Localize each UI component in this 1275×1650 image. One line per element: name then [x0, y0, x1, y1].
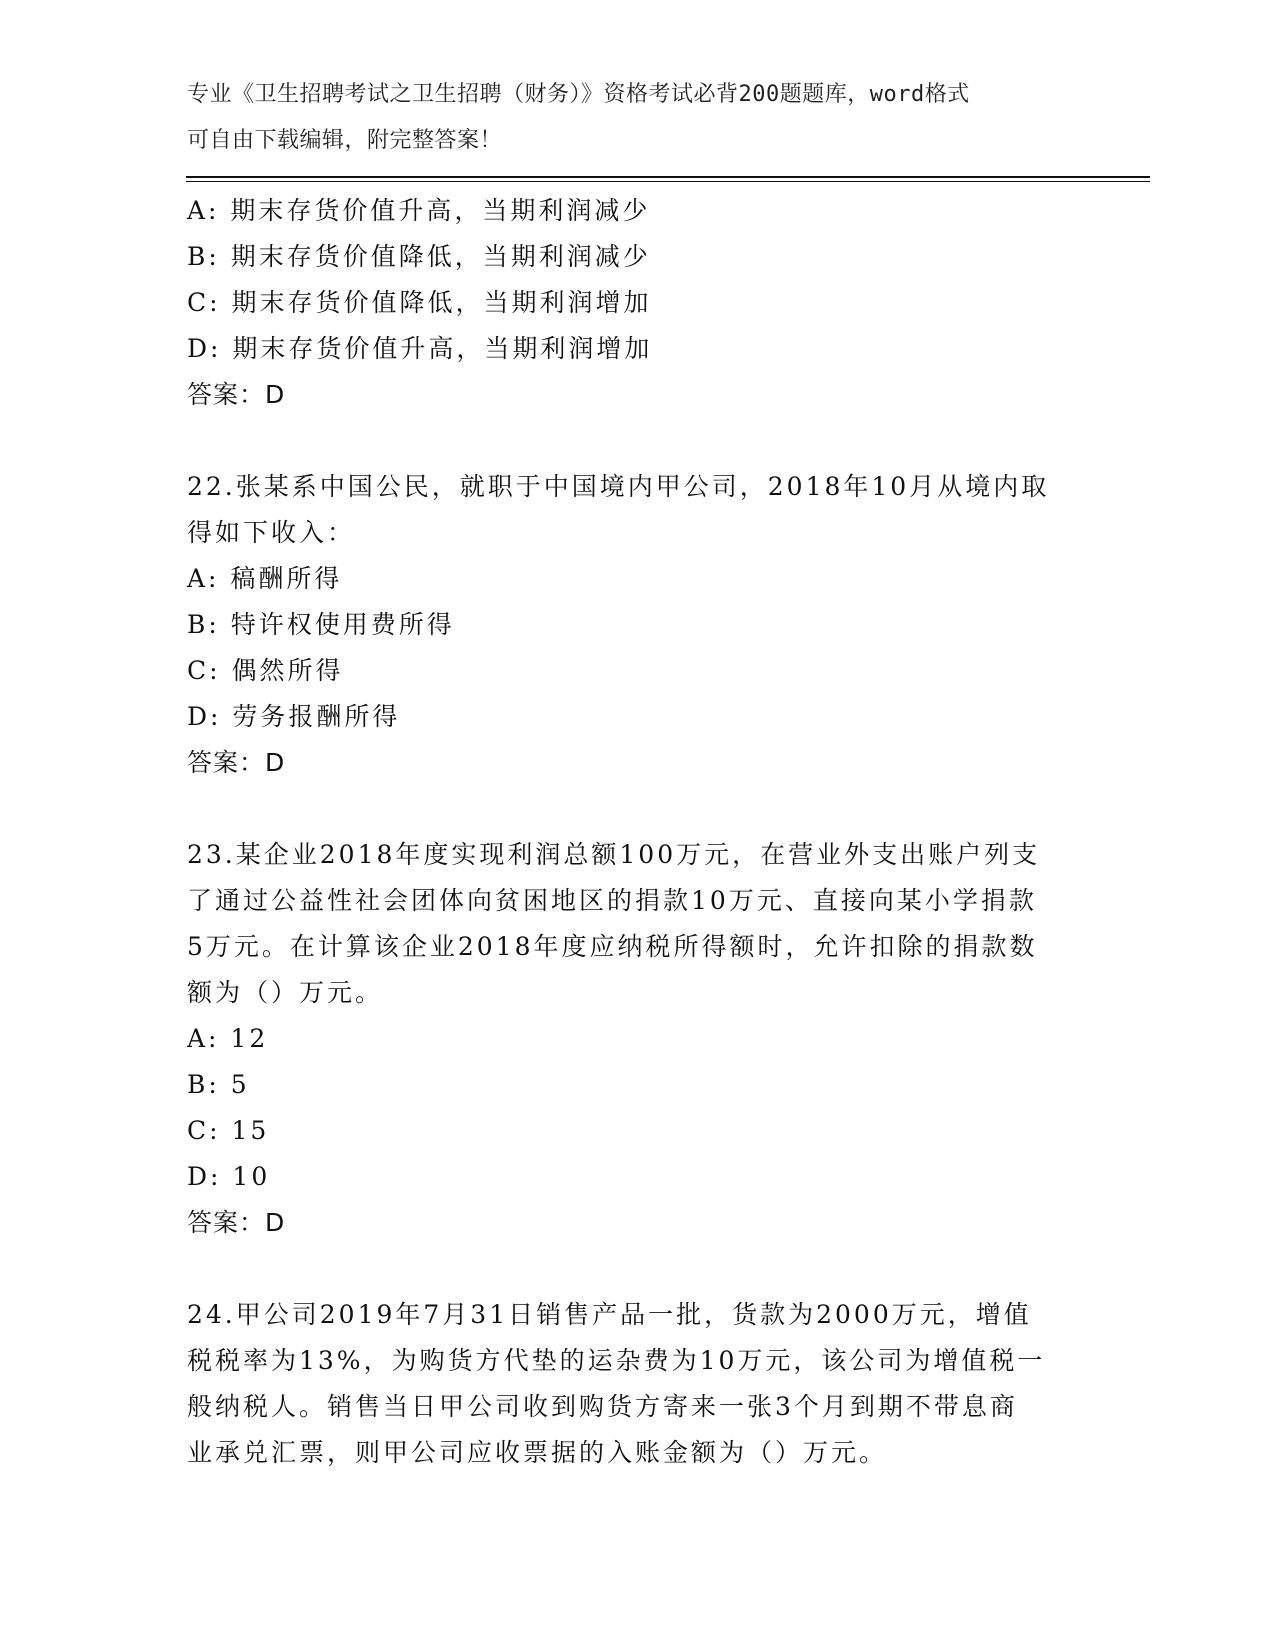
- option-d: D: 期末存货价值升高，当期利润增加: [187, 334, 653, 363]
- question-stem-line: 22.张某系中国公民，就职于中国境内甲公司，2018年10月从境内取: [187, 472, 1050, 501]
- option-b: B: 期末存货价值降低，当期利润减少: [187, 242, 651, 271]
- option-c: C: 偶然所得: [187, 656, 344, 685]
- question-23: [187, 832, 1087, 1246]
- option-c: C: 15: [187, 1116, 270, 1145]
- question-stem-line: 般纳税人。销售当日甲公司收到购货方寄来一张3个月到期不带息商: [187, 1392, 1018, 1421]
- option-a: A: 12: [187, 1024, 269, 1053]
- question-stem-line: 得如下收入：: [187, 518, 356, 547]
- question-stem-line: 额为（）万元。: [187, 978, 384, 1007]
- spacer: [187, 1246, 1087, 1292]
- option-b: B: 特许权使用费所得: [187, 610, 455, 639]
- question-24: [187, 1292, 1087, 1476]
- question-stem-line: 了通过公益性社会团体向贫困地区的捐款10万元、直接向某小学捐款: [187, 886, 1037, 915]
- header-divider: [186, 176, 1150, 178]
- option-c: C: 期末存货价值降低，当期利润增加: [187, 288, 652, 317]
- option-a: A: 期末存货价值升高，当期利润减少: [187, 196, 651, 225]
- option-d: D: 10: [187, 1162, 271, 1191]
- answer: 答案：D: [187, 1208, 286, 1237]
- option-d: D: 劳务报酬所得: [187, 702, 401, 731]
- option-b: B: 5: [187, 1070, 250, 1099]
- question-stem-line: 24.甲公司2019年7月31日销售产品一批，货款为2000万元，增值: [187, 1300, 1032, 1329]
- question-content: [187, 188, 1087, 1476]
- header-divider-thin: [186, 181, 1150, 182]
- question-22: [187, 464, 1087, 786]
- question-stem-line: 业承兑汇票，则甲公司应收票据的入账金额为（）万元。: [187, 1438, 888, 1467]
- spacer: [187, 786, 1087, 832]
- answer: 答案：D: [187, 748, 286, 777]
- question-stem-line: 税税率为13%，为购货方代垫的运杂费为10万元，该公司为增值税一: [187, 1346, 1046, 1375]
- spacer: [187, 418, 1087, 464]
- header-line-2: 可自由下载编辑，附完整答案！: [187, 128, 503, 153]
- question-stem-line: 5万元。在计算该企业2018年度应纳税所得额时，允许扣除的捐款数: [187, 932, 1038, 961]
- document-header: [187, 72, 1087, 164]
- question-stem-line: 23.某企业2018年度实现利润总额100万元，在营业外支出账户列支: [187, 840, 1041, 869]
- answer: 答案：D: [187, 380, 286, 409]
- option-a: A: 稿酬所得: [187, 564, 343, 593]
- header-line-1: 专业《卫生招聘考试之卫生招聘（财务）》资格考试必背200题题库，word格式: [187, 82, 970, 107]
- question-21: [187, 188, 1087, 418]
